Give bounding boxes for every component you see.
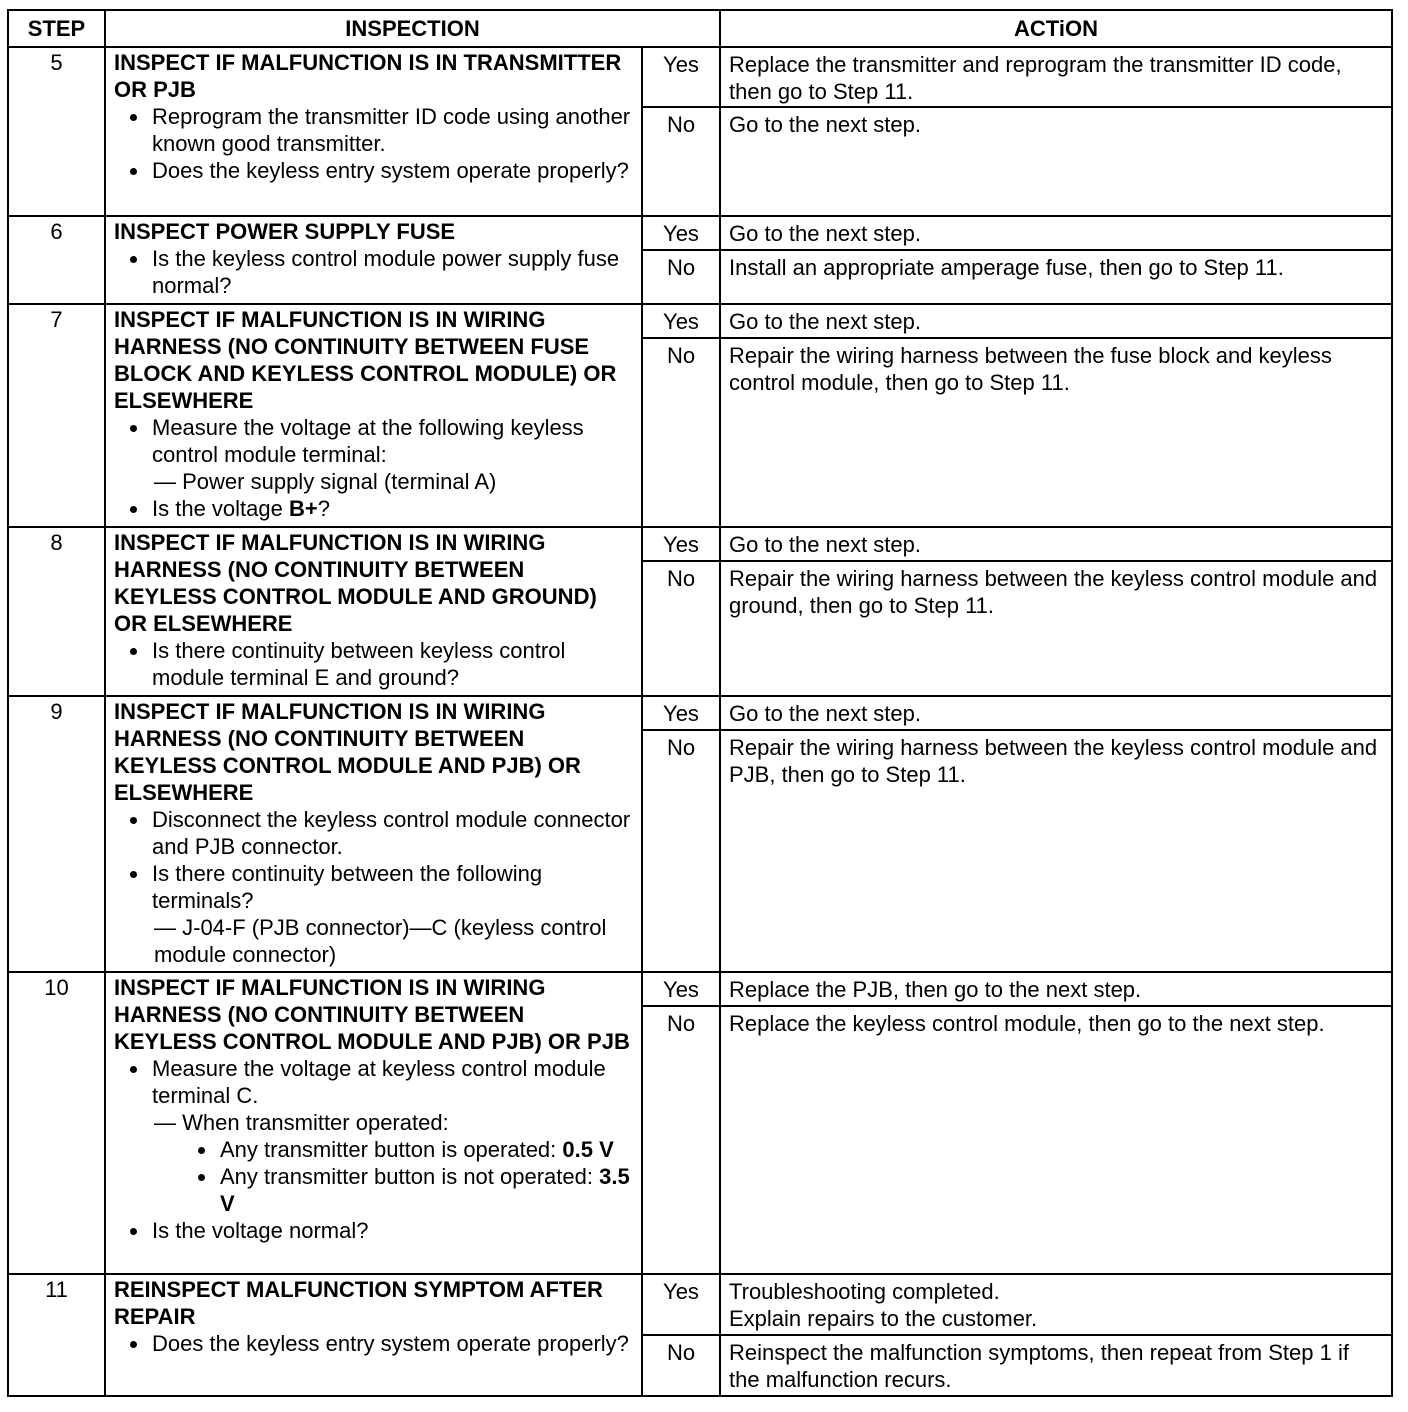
- no-label: No: [642, 730, 720, 971]
- no-action: Repair the wiring harness between the keyless control module and ground, then go to Step 11.: [720, 561, 1392, 696]
- inspection-cell: [105, 696, 642, 971]
- action-header: ACTiON: [720, 10, 1392, 47]
- inspection-cell: [105, 1274, 642, 1396]
- action-line: Explain repairs to the customer.: [729, 1305, 1038, 1331]
- inspection-title: INSPECT IF MALFUNCTION IS IN WIRING HARNESS (NO CONTINUITY BETWEEN KEYLESS CONTROL MODULE AND GROUND) OR ELSEWHERE: [114, 530, 597, 637]
- inspection-title: INSPECT IF MALFUNCTION IS IN TRANSMITTER OR PJB: [114, 50, 622, 103]
- yes-label: Yes: [642, 304, 720, 338]
- inspection-title: INSPECT POWER SUPPLY FUSE: [114, 219, 456, 245]
- sub-item: — Power supply signal (terminal A): [152, 468, 633, 495]
- step-number: 6: [8, 216, 105, 304]
- inspection-title: INSPECT IF MALFUNCTION IS IN WIRING HARNESS (NO CONTINUITY BETWEEN FUSE BLOCK AND KEYLESS CONTROL MODULE) OR ELSEWHERE: [114, 307, 617, 414]
- no-action: Go to the next step.: [720, 107, 1392, 216]
- inspection-cell: [105, 304, 642, 527]
- yes-label: Yes: [642, 1274, 720, 1335]
- bullet-item: • Disconnect the keyless control module connector and PJB connector.: [150, 806, 633, 860]
- no-label: No: [642, 561, 720, 696]
- table-row: [8, 304, 1392, 338]
- inspection-title: REINSPECT MALFUNCTION SYMPTOM AFTER REPAIR: [114, 1276, 603, 1329]
- voltage-value: B+: [288, 496, 318, 522]
- bullet-item: [150, 860, 633, 968]
- action-line: Troubleshooting completed.: [729, 1278, 1000, 1304]
- inspection-table: [7, 9, 1391, 1397]
- header-row: [8, 10, 1392, 47]
- bullet-item: • Reprogram the transmitter ID code using another known good transmitter.: [150, 103, 633, 157]
- inspection-cell: [105, 527, 642, 696]
- step-number: 10: [8, 972, 105, 1274]
- yes-action: Replace the PJB, then go to the next step.: [720, 972, 1392, 1006]
- no-label: No: [642, 1335, 720, 1396]
- bullet-item: • Is there continuity between keyless control module terminal E and ground?: [150, 637, 633, 691]
- step-number: 9: [8, 696, 105, 971]
- table-row: [8, 972, 1392, 1006]
- step-number: 11: [8, 1274, 105, 1396]
- inspection-bullets: [114, 806, 633, 968]
- sub-bullets: [152, 468, 633, 495]
- sub-bullets: [152, 1109, 633, 1217]
- sub-item: — J-04-F (PJB connector)—C (keyless control module connector): [152, 914, 633, 968]
- bullet-item: [150, 495, 633, 522]
- no-action: Repair the wiring harness between the keyless control module and PJB, then go to Step 11.: [720, 730, 1392, 971]
- no-action: Repair the wiring harness between the fuse block and keyless control module, then go to Step 11.: [720, 338, 1392, 527]
- condition-text: Any transmitter button is not operated:: [220, 1163, 600, 1189]
- bullet-item: • Does the keyless entry system operate properly?: [150, 1330, 633, 1357]
- table-row: [8, 47, 1392, 107]
- inspection-bullets: [114, 414, 633, 522]
- voltage-value: 0.5 V: [562, 1136, 614, 1162]
- sub-text: When transmitter operated:: [182, 1109, 449, 1135]
- inspection-cell: [105, 216, 642, 304]
- yes-action: [720, 1274, 1392, 1335]
- table-row: [8, 696, 1392, 730]
- yes-label: Yes: [642, 696, 720, 730]
- sub-bullets: [152, 914, 633, 968]
- yes-label: Yes: [642, 527, 720, 561]
- no-label: No: [642, 338, 720, 527]
- no-action: Reinspect the malfunction symptoms, then repeat from Step 1 if the malfunction recurs.: [720, 1335, 1392, 1396]
- step-number: 7: [8, 304, 105, 527]
- sub-sub-item: [218, 1136, 633, 1163]
- inspection-bullets: [114, 103, 633, 184]
- yes-action: Replace the transmitter and reprogram the transmitter ID code, then go to Step 11.: [720, 47, 1392, 107]
- yes-label: Yes: [642, 47, 720, 107]
- bullet-text: ?: [317, 496, 330, 522]
- bullet-item: [150, 1055, 633, 1217]
- bullet-text: Measure the voltage at keyless control module terminal C.: [152, 1055, 606, 1108]
- inspection-bullets: [114, 1055, 633, 1244]
- inspection-cell: [105, 972, 642, 1274]
- step-number: 8: [8, 527, 105, 696]
- no-label: No: [642, 250, 720, 304]
- inspection-bullets: [114, 637, 633, 691]
- inspection-bullets: [114, 245, 633, 299]
- bullet-item: • Is the voltage normal?: [150, 1217, 633, 1244]
- bullet-text: Is there continuity between the following terminals?: [152, 861, 543, 914]
- yes-action: Go to the next step.: [720, 216, 1392, 250]
- no-action: Install an appropriate amperage fuse, then go to Step 11.: [720, 250, 1392, 304]
- bullet-item: [150, 414, 633, 495]
- troubleshooting-table: [7, 9, 1393, 1397]
- sub-sub-bullets: [154, 1136, 633, 1217]
- inspection-header: INSPECTION: [105, 10, 720, 47]
- sub-item: [152, 1109, 633, 1217]
- bullet-item: • Is the keyless control module power supply fuse normal?: [150, 245, 633, 299]
- bullet-text: Measure the voltage at the following keyless control module terminal:: [152, 415, 584, 468]
- condition-text: Any transmitter button is operated:: [220, 1136, 563, 1162]
- yes-action: Go to the next step.: [720, 527, 1392, 561]
- table-row: [8, 216, 1392, 250]
- voltage-value: 3.5 V: [220, 1163, 630, 1216]
- inspection-cell: [105, 47, 642, 216]
- step-header: STEP: [8, 10, 105, 47]
- no-label: No: [642, 107, 720, 216]
- table-row: [8, 1274, 1392, 1335]
- inspection-title: INSPECT IF MALFUNCTION IS IN WIRING HARNESS (NO CONTINUITY BETWEEN KEYLESS CONTROL MODULE AND PJB) OR PJB: [114, 974, 630, 1054]
- step-number: 5: [8, 47, 105, 216]
- bullet-text: Is the voltage: [152, 496, 289, 522]
- inspection-bullets: [114, 1330, 633, 1357]
- no-action: Replace the keyless control module, then go to the next step.: [720, 1006, 1392, 1274]
- inspection-title: INSPECT IF MALFUNCTION IS IN WIRING HARNESS (NO CONTINUITY BETWEEN KEYLESS CONTROL MODULE AND PJB) OR ELSEWHERE: [114, 699, 581, 806]
- yes-label: Yes: [642, 972, 720, 1006]
- sub-sub-item: [218, 1163, 633, 1217]
- no-label: No: [642, 1006, 720, 1274]
- table-row: [8, 527, 1392, 561]
- yes-action: Go to the next step.: [720, 304, 1392, 338]
- yes-action: Go to the next step.: [720, 696, 1392, 730]
- yes-label: Yes: [642, 216, 720, 250]
- bullet-item: • Does the keyless entry system operate properly?: [150, 157, 633, 184]
